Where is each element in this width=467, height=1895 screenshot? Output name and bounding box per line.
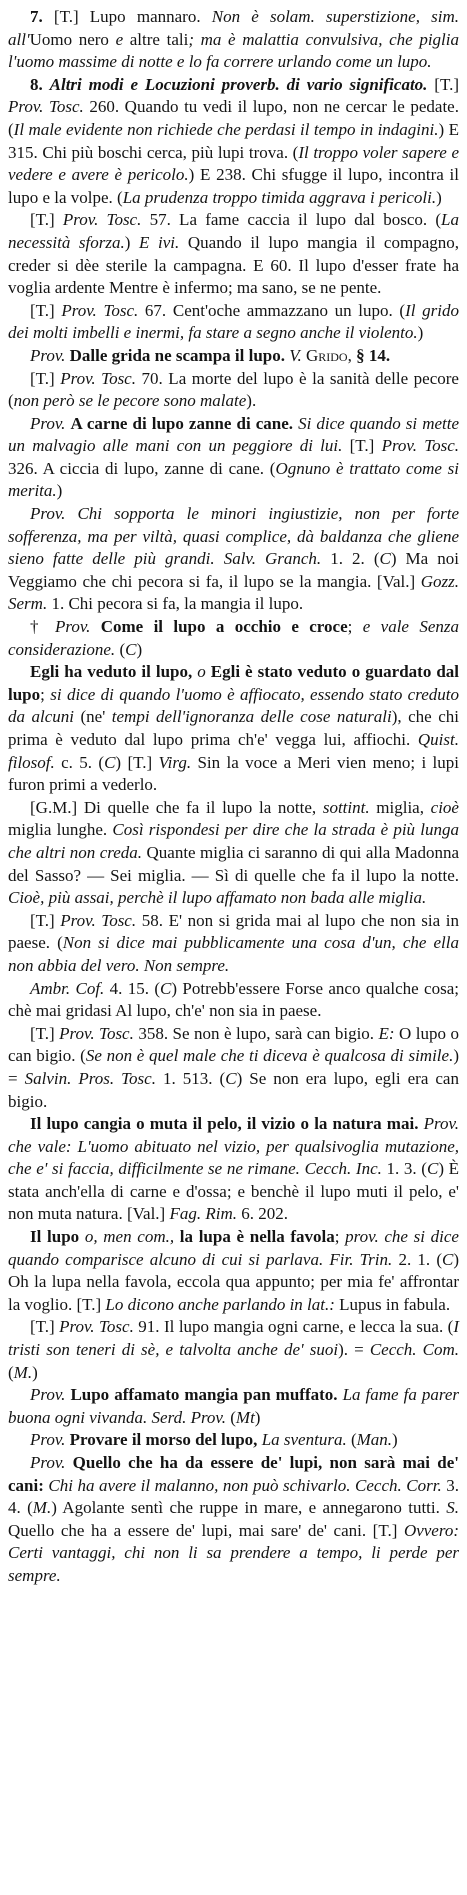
source-marker: [T.] [53,7,79,26]
entry-paragraph: [G.M.] Di quelle che fa il lupo la notte, sottint. miglia, cioè miglia lunghe. Così rispondesi per dire che la strada è più lunga che altri non creda. Quante miglia ci saranno di qui alla Madonna del Sasso? — Sei miglia. — Sì di quelle che fa il lupo la notte. Cioè, più assai, perchè il lupo affamato non bada alle miglia. [8,797,460,908]
entry-paragraph: Prov. Lupo affamato mangia pan muffato. La fame fa parer buona ogni vivanda. Serd. Prov. (Mt) [8,1385,460,1427]
entry-paragraph: † Prov. Come il lupo a occhio e croce; e vale Senza considerazione. (C) [8,617,459,659]
p0-a: Lupo mannaro. [89,7,201,26]
entry-paragraph: [T.] Prov. Tosc. 70. La morte del lupo è la sanità delle pecore (non però se le pecore sono malate). [8,368,459,411]
entry-paragraph: Prov. Dalle grida ne scampa il lupo. V. Grido, § 14. [30,345,391,365]
entry-paragraph: Prov. A carne di lupo zanne di cane. Si dice quando si mette un malvagio alle mani con un peggiore di lui. [T.] Prov. Tosc. 326. A ciccia di lupo, zanne di cane. (Ognuno è trattato come si merita.) [8,413,460,501]
entry-paragraph: [T.] Prov. Tosc. 91. Il lupo mangia ogni carne, e lecca la sua. (I tristi son teneri di sè, e talvolta anche de' suoi). = Cecch. Com. (M.) [8,1317,460,1382]
entry-paragraph: [T.] Prov. Tosc. 358. Se non è lupo, sarà can bigio. E: O lupo o can bigio. (Se non è quel male che ti diceva è qualcosa di simile.) = Salvin. Pros. Tosc. 1. 513. (C) Se non era lupo, egli era can bigio. [8,1023,459,1111]
entry-paragraph: [T.] Prov. Tosc. 57. La fame caccia il lupo dal bosco. (La necessità sforza.) E ivi. Quando il lupo mangia il compagno, creder si dèe sterile la campagna. E 60. Il lupo d'esser frate ha voglia ardente Mentre è infermo; ma sano, se ne pente. [8,210,459,298]
entry-paragraph: Prov. Quello che ha da essere de' lupi, non sarà mai de' cani: Chi ha avere il malanno, non può schivarlo. Cecch. Corr. 3. 4. (M.) Agolante sentì che ruppe in mare, e annegarono tutti. S. Quello che ha a essere de' lupi, mai sare' de' cani. [T.] Ovvero: Certi vantaggi, chi non li sa prendere a tempo, li perde per sempre. [8,1453,460,1585]
entry-paragraph: Egli ha veduto il lupo, o Egli è stato veduto o guardato dal lupo; si dice di quando l'uomo è affiocato, essendo stato creduto da alcuni (ne' tempi dell'ignoranza delle cose naturali), che chi prima è veduto dal lupo prima ch'e' vegga lui, affiochi. Quist. filosof. c. 5. (C) [T.] Virg. Sin la voce a Meri vien meno; i lupi furon primi a vederlo. [8,662,460,795]
entry-paragraph: Ambr. Cof. 4. 15. (C) Potrebb'essere Forse anco qualche cosa; chè mai gridasi Al lupo, ch'e' non sia in paese. [8,978,459,1021]
entry-paragraph: 7. [T.] Lupo mannaro. Non è solam. superstizione, sim. all'Uomo nero e altre tali; ma è malattia convulsiva, che piglia l'uomo massime di notte e lo fa correre urlando come un lupo. [8,7,460,72]
entry-paragraph: Prov. Provare il morso del lupo, La sventura. (Man.) [30,1430,398,1450]
entry-paragraph: [T.] Prov. Tosc. 58. E' non si grida mai al lupo che non sia in paese. (Non si dice mai pubblicamente una cosa d'un, che ella non abbia del vero. Non sempre. [8,910,459,975]
entry-paragraph: Il lupo o, men com., la lupa è nella favola; prov. che si dice quando comparisce alcuno di cui si parlava. Fir. Trin. 2. 1. (C) Oh la lupa nella favola, eccola qua appunto; per mia fe' affrontar la voglio. [T.] Lo dicono anche parlando in lat.: Lupus in fabula. [8,1227,459,1314]
entry-paragraph: 8. Altri modi e Locuzioni proverb. di vario significato. [T.] Prov. Tosc. 260. Quando tu vedi il lupo, non ne cercar le pedate. (Il male evidente non richiede che perdasi il tempo in indagini.) E 315. Chi più boschi cerca, più lupi trova. (Il troppo voler sapere e vedere e avere è pericolo.) E 238. Chi sfugge il lupo, incontra il lupo e la volpe. (La prudenza troppo timida aggrava i pericoli.) [8,74,459,207]
entry-paragraph: Il lupo cangia o muta il pelo, il vizio o la natura mai. Prov. che vale: L'uomo abituato nel vizio, per qualsivoglia mutazione, che e' si faccia, difficilmente se ne rimane. Cecch. Inc. 1. 3. (C) È stata anch'ella di carne e d'ossa; e benchè il lupo muti il pelo, e' non muta natura. [Val.] Fag. Rim. 6. 202. [8,1114,459,1224]
entry-paragraph: [T.] Prov. Tosc. 67. Cent'oche ammazzano un lupo. (Il grido dei molti imbelli e inermi, fa stare a segno anche il violento.) [8,300,460,343]
entry-paragraph: Prov. Chi sopporta le minori ingiustizie, non per forte sofferenza, ma per viltà, quasi complice, dà baldanza che gliene sieno fatte delle più grandi. Salv. Granch. 1. 2. (C) Ma noi Veggiamo che chi pecora si fa, il lupo se la mangia. [Val.] Gozz. Serm. 1. Chi pecora si fa, la mangia il lupo. [8,504,459,614]
